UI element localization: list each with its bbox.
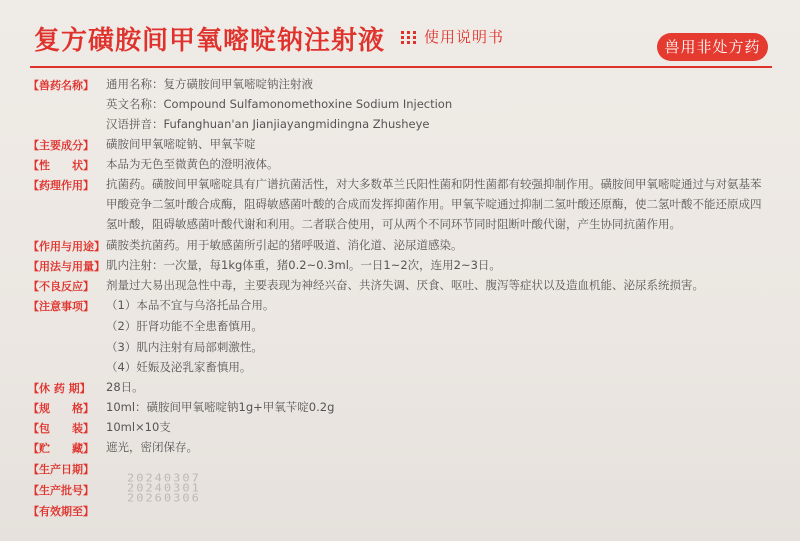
pharmacology-line: 甲酸竞争二氢叶酸合成酶，阻碍敏感菌叶酸的合成而发挥抑菌作用。甲氧苄啶通过抑制二氢叶酸还原酶，使二氢叶酸不能还原成四	[106, 197, 762, 211]
pharmacology-line: 抗菌药。磺胺间甲氧嘧啶具有广谱抗菌活性，对大多数革兰氏阳性菌和阴性菌都有较强抑制作用。磺胺间甲氧嘧啶通过与对氨基苯	[106, 177, 762, 191]
label-dosage: 【用法与用量】	[28, 260, 105, 273]
label-storage: 【贮 藏】	[28, 442, 94, 455]
label-indications: 【作用与用途】	[28, 240, 105, 253]
pinyin-name: 汉语拼音：Fufanghuan'an Jianjiayangmidingna Zhusheye	[106, 117, 430, 131]
spec-value: 10ml：磺胺间甲氧嘧啶钠1g+甲氧苄啶0.2g	[106, 400, 335, 414]
label-properties: 【性 状】	[28, 159, 94, 172]
adverse-value: 剂量过大易出现急性中毒，主要表现为神经兴奋、共济失调、厌食、呕吐、腹泻等症状以及造血机能、泌尿系统损害。	[106, 278, 704, 292]
label-expiry-date: 【有效期至】	[28, 505, 94, 518]
precaution-item: （3）肌内注射有局部刺激性。	[106, 340, 263, 354]
dosage-value: 肌内注射：一次量，每1kg体重，猪0.2~0.3ml。一日1~2次，连用2~3日。	[106, 258, 501, 272]
precaution-item: （1）本品不宜与乌洛托品合用。	[106, 298, 275, 312]
label-drug-name: 【兽药名称】	[28, 79, 94, 92]
english-name: 英文名称：Compound Sulfamonomethoxine Sodium Injection	[106, 97, 453, 111]
withdrawal-value: 28日。	[106, 380, 144, 394]
ingredients-value: 磺胺间甲氧嘧啶钠、甲氧苄啶	[106, 137, 256, 151]
properties-value: 本品为无色至微黄色的澄明液体。	[106, 157, 279, 171]
production-date-stamp: 20240307	[127, 471, 201, 485]
precaution-item: （2）肝肾功能不全患畜慎用。	[106, 319, 263, 333]
header-divider	[30, 66, 772, 68]
pharmacology-line: 氢叶酸，阻碍敏感菌叶酸代谢和利用。二者联合使用，可从两个不同环节同时阻断叶酸代谢，产生协同抗菌作用。	[106, 217, 681, 231]
label-withdrawal: 【休 药 期】	[28, 382, 91, 395]
label-spec: 【规 格】	[28, 402, 94, 415]
label-production-date: 【生产日期】	[28, 463, 94, 476]
storage-value: 遮光，密闭保存。	[106, 440, 198, 454]
indications-value: 磺胺类抗菌药。用于敏感菌所引起的猪呼吸道、消化道、泌尿道感染。	[106, 238, 463, 252]
product-title: 复方磺胺间甲氧嘧啶钠注射液	[34, 26, 386, 56]
label-ingredients: 【主要成分】	[28, 139, 94, 152]
label-package: 【包 装】	[28, 422, 94, 435]
package-value: 10ml×10支	[106, 420, 171, 434]
label-pharmacology: 【药理作用】	[28, 179, 94, 192]
label-batch-number: 【生产批号】	[28, 484, 94, 497]
document-subtitle: 使用说明书	[424, 28, 505, 46]
precaution-item: （4）妊娠及泌乳家畜慎用。	[106, 360, 252, 374]
label-precautions: 【注意事项】	[28, 300, 94, 313]
batch-number-stamp: 20240301	[127, 481, 201, 495]
expiry-date-stamp: 20260306	[127, 491, 201, 505]
otc-badge: 兽用非处方药	[657, 33, 768, 61]
dots-ornament-icon	[401, 31, 419, 45]
generic-name: 通用名称：复方磺胺间甲氧嘧啶钠注射液	[106, 77, 313, 91]
label-adverse: 【不良反应】	[28, 280, 94, 293]
